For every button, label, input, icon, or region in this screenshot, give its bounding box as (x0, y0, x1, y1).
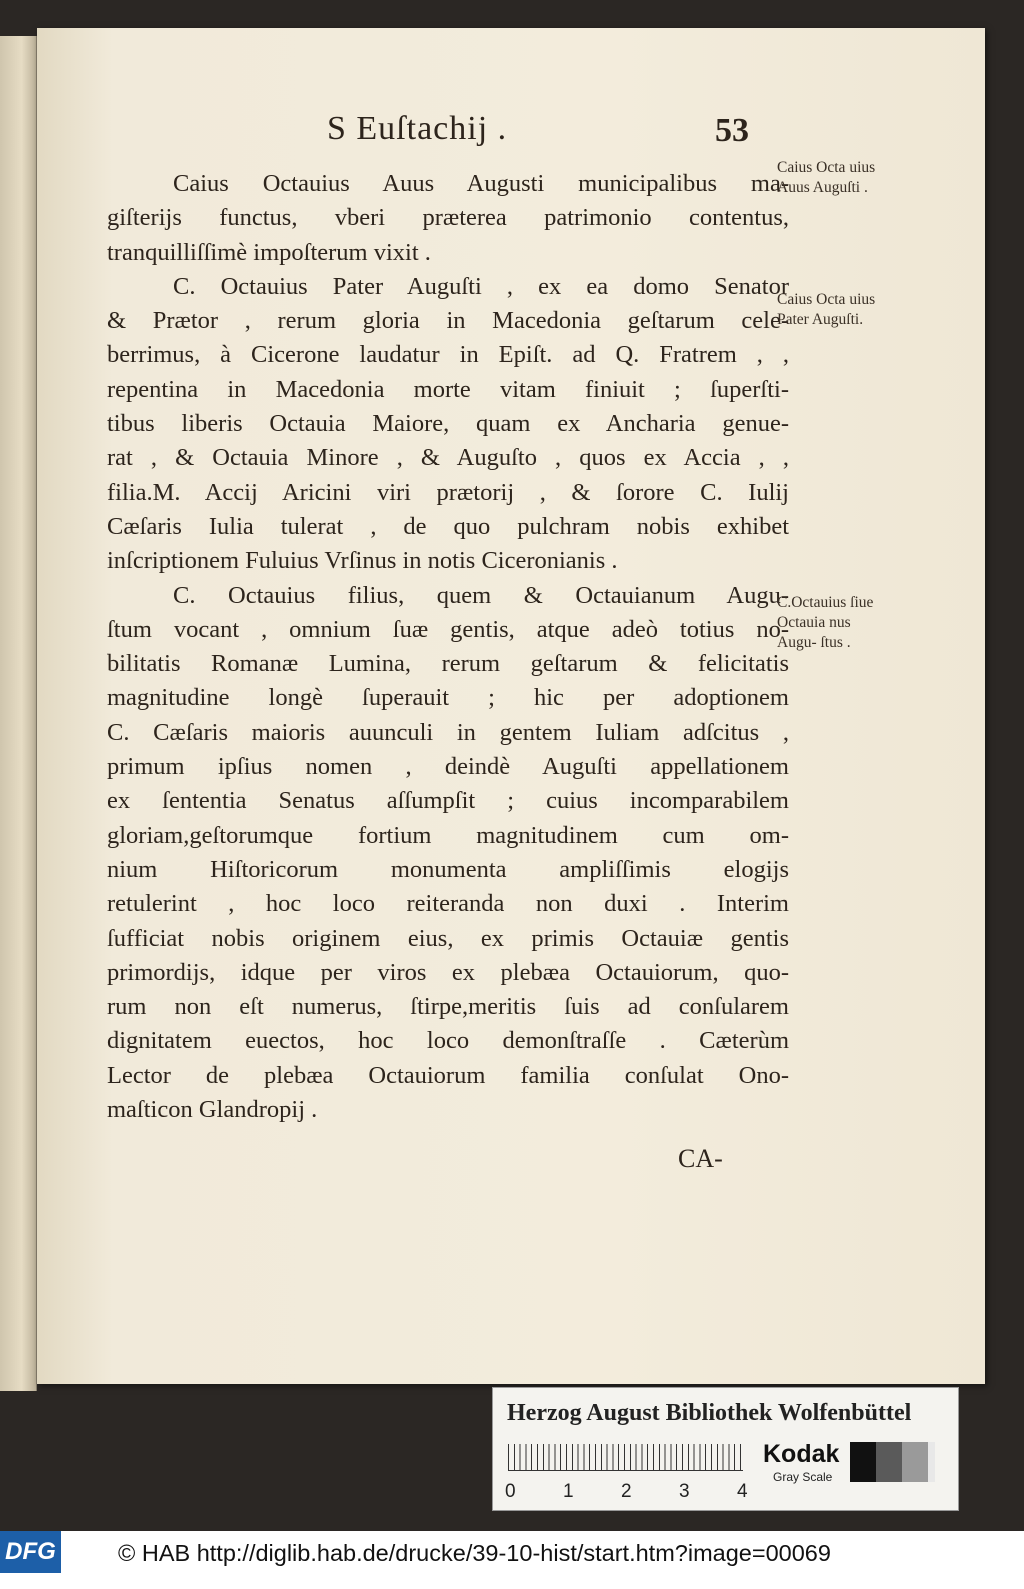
footer-bar (0, 1531, 1024, 1589)
text-line: repentina in Macedonia morte vitam finiuit ; ſuperſti- (107, 375, 789, 403)
page-number: 53 (715, 112, 749, 149)
catchword: CA- (678, 1144, 723, 1173)
running-head: S Euſtachij . (327, 110, 508, 147)
ruler-label: 4 (737, 1481, 748, 1502)
text-line: nium Hiſtoricorum monumenta ampliſſimis elogijs (107, 855, 789, 883)
gray-swatch (928, 1442, 935, 1482)
gray-swatch (902, 1442, 928, 1482)
text-line: filia.M. Accij Aricini viri prætorij , & ſorore C. Iulij (107, 478, 789, 506)
text-line: ſtum vocant , omnium ſuæ gentis, atque adeò totius no- (107, 615, 789, 643)
text-line: bilitatis Romanæ Lumina, rerum geſtarum & felicitatis (107, 650, 789, 678)
ruler-label: 0 (505, 1481, 516, 1502)
copyright-link[interactable]: © HAB http://diglib.hab.de/drucke/39-10-hist/start.htm?image=00069 (118, 1540, 831, 1566)
text-line: tibus liberis Octauia Maiore, quam ex Ancharia genue- (107, 410, 789, 438)
text-line: C. Octauius Pater Auguſti , ex ea domo Senator (173, 272, 789, 300)
facing-page-edge (0, 36, 37, 1391)
text-line: rum non eſt numerus, ſtirpe,meritis ſuis ad conſularem (107, 993, 789, 1021)
gray-swatch (850, 1442, 876, 1482)
color-target-card (492, 1387, 959, 1511)
ruler-label: 3 (679, 1481, 690, 1502)
text-line: primordijs, idque per viros ex plebæa Octauiorum, quo- (107, 958, 789, 986)
book-page (37, 28, 985, 1384)
text-line: inſcriptionem Fuluius Vrſinus in notis Ciceronianis . (107, 547, 618, 575)
ruler-label: 1 (563, 1481, 574, 1502)
kodak-logo: Kodak (763, 1440, 840, 1468)
margin-note-filius: C.Octauius ſiue Octauia nus Augu- ſtus . (777, 594, 874, 651)
text-line: dignitatem euectos, hoc loco demonſtraſſe . Cæterùm (107, 1027, 789, 1055)
gray-swatch (876, 1442, 902, 1482)
text-line: C. Cæſaris maioris auunculi in gentem Iuliam adſcitus , (107, 718, 789, 746)
text-line: rat , & Octauia Minore , & Auguſto , quos ex Accia , , (107, 444, 789, 472)
text-line: Lector de plebæa Octauiorum familia conſulat Ono- (107, 1061, 789, 1089)
text-line: ſufficiat nobis originem eius, ex primis Octauiæ gentis (107, 924, 789, 952)
text-line: & Prætor , rerum gloria in Macedonia geſtarum cele- (107, 307, 789, 335)
library-name: Herzog August Bibliothek Wolfenbüttel (507, 1400, 912, 1426)
text-line: C. Octauius filius, quem & Octauianum Augu- (173, 581, 789, 609)
text-line: gloriam,geſtorumque fortium magnitudinem cum om- (107, 821, 789, 849)
dfg-logo[interactable]: DFG (0, 1531, 61, 1573)
text-line: Caius Octauius Auus Augusti municipalibus ma- (173, 170, 789, 197)
text-line: magnitudine longè ſuperauit ; hic per adoptionem (107, 684, 789, 712)
gray-scale-label: Gray Scale (773, 1470, 833, 1484)
text-line: retulerint , hoc loco reiteranda non duxi . Interim (107, 890, 789, 918)
text-line: tranquilliſſimè impoſterum vixit . (107, 238, 431, 266)
ruler-labels (505, 1481, 765, 1505)
body-text (107, 167, 789, 1127)
ruler-label: 2 (621, 1481, 632, 1502)
text-line: Cæſaris Iulia tulerat , de quo pulchram nobis exhibet (107, 512, 789, 540)
margin-note-auus: Caius Octa uius Auus Auguſti . (777, 159, 876, 196)
ruler-scale (508, 1444, 743, 1471)
text-line: maſticon Glandropij . (107, 1096, 318, 1124)
text-line: berrimus, à Cicerone laudatur in Epiſt. ad Q. Fratrem , , (107, 341, 789, 369)
gray-scale (755, 1440, 935, 1484)
text-line: giſterijs functus, vberi præterea patrimonio contentus, (107, 204, 789, 232)
text-line: ex ſententia Senatus aſſumpſit ; cuius incomparabilem (107, 787, 789, 815)
margin-note-pater: Caius Octa uius Pater Auguſti. (777, 291, 876, 328)
text-line: primum ipſius nomen , deindè Auguſti appellationem (107, 753, 789, 781)
